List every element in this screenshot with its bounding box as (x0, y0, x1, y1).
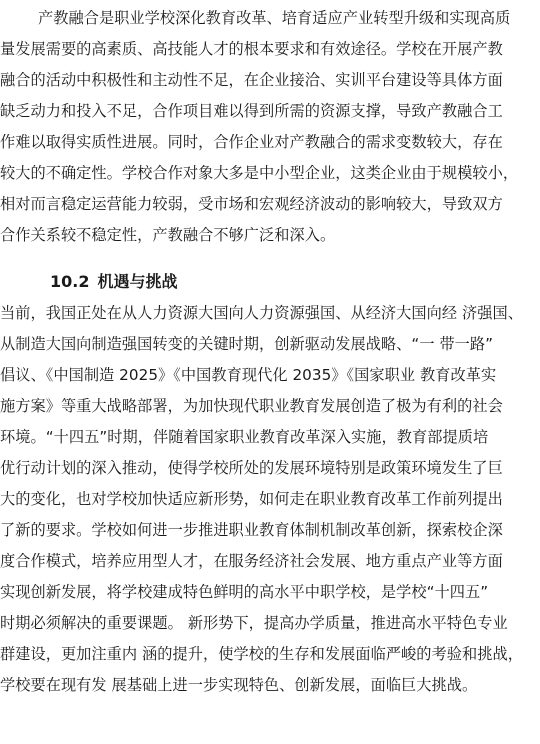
paragraph-line: 大的变化，也对学校加快适应新形势，如何走在职业教育改革工作前列提出 (0, 490, 503, 508)
paragraph-line: 相对而言稳定运营能力较弱，受市场和宏观经济波动的影响较大，导致双方 (0, 195, 503, 213)
paragraph-line: 优行动计划的深入推动，使得学校所处的发展环境特别是政策环境发生了巨 (0, 459, 503, 477)
paragraph-line: 群建设，更加注重内 涵的提升，使学校的生存和发展面临严峻的考验和挑战， (0, 645, 523, 663)
section-heading (50, 266, 178, 297)
paragraph-line: 实现创新发展，将学校建成特色鲜明的高水平中职学校，是学校“十四五” (0, 583, 489, 601)
paragraph-line: 量发展需要的高素质、高技能人才的根本要求和有效途径。学校在开展产教 (0, 40, 503, 58)
paragraph-line: 施方案》等重大战略部署，为加快现代职业教育发展创造了极为有利的社会 (0, 397, 503, 415)
section-number: 10.2 (50, 272, 90, 291)
paragraph-line: 时期必须解决的重要课题。 新形势下，提高办学质量，推进高水平特色专业 (0, 614, 508, 632)
paragraph-line: 作难以取得实质性进展。同时，合作企业对产教融合的需求变数较大，存在 (0, 133, 503, 151)
paragraph-line: 了新的要求。学校如何进一步推进职业教育体制机制改革创新，探索校企深 (0, 521, 503, 539)
paragraph-line: 产教融合是职业学校深化教育改革、培育适应产业转型升级和实现高质 (38, 9, 511, 27)
paragraph-line: 从制造大国向制造强国转变的关键时期，创新驱动发展战略、“一 带一路” (0, 335, 494, 353)
paragraph-line: 较大的不确定性。学校合作对象大多是中小型企业，这类企业由于规模较小， (0, 164, 519, 182)
paragraph-line: 学校要在现有发 展基础上进一步实现特色、创新发展，面临巨大挑战。 (0, 676, 478, 694)
paragraph-line: 融合的活动中积极性和主动性不足，在企业接洽、实训平台建设等具体方面 (0, 71, 503, 89)
paragraph-line: 缺乏动力和投入不足，合作项目难以得到所需的资源支撑，导致产教融合工 (0, 102, 503, 120)
paragraph-industry-education (0, 3, 540, 251)
paragraph-line: 当前，我国正处在从人力资源大国向人力资源强国、从经济大国向经 济强国、 (0, 304, 523, 322)
paragraph-line: 倡议、《中国制造 2025》《中国教育现代化 2035》《国家职业 教育改革实 (0, 366, 497, 384)
section-title: 机遇与挑战 (97, 272, 178, 291)
paragraph-line: 度合作模式，培养应用型人才，在服务经济社会发展、地方重点产业等方面 (0, 552, 503, 570)
paragraph-line: 合作关系较不稳定性，产教融合不够广泛和深入。 (0, 226, 336, 244)
paragraph-opportunities (0, 298, 540, 701)
paragraph-line: 环境。“十四五”时期，伴随着国家职业教育改革深入实施，教育部提质培 (0, 428, 489, 446)
